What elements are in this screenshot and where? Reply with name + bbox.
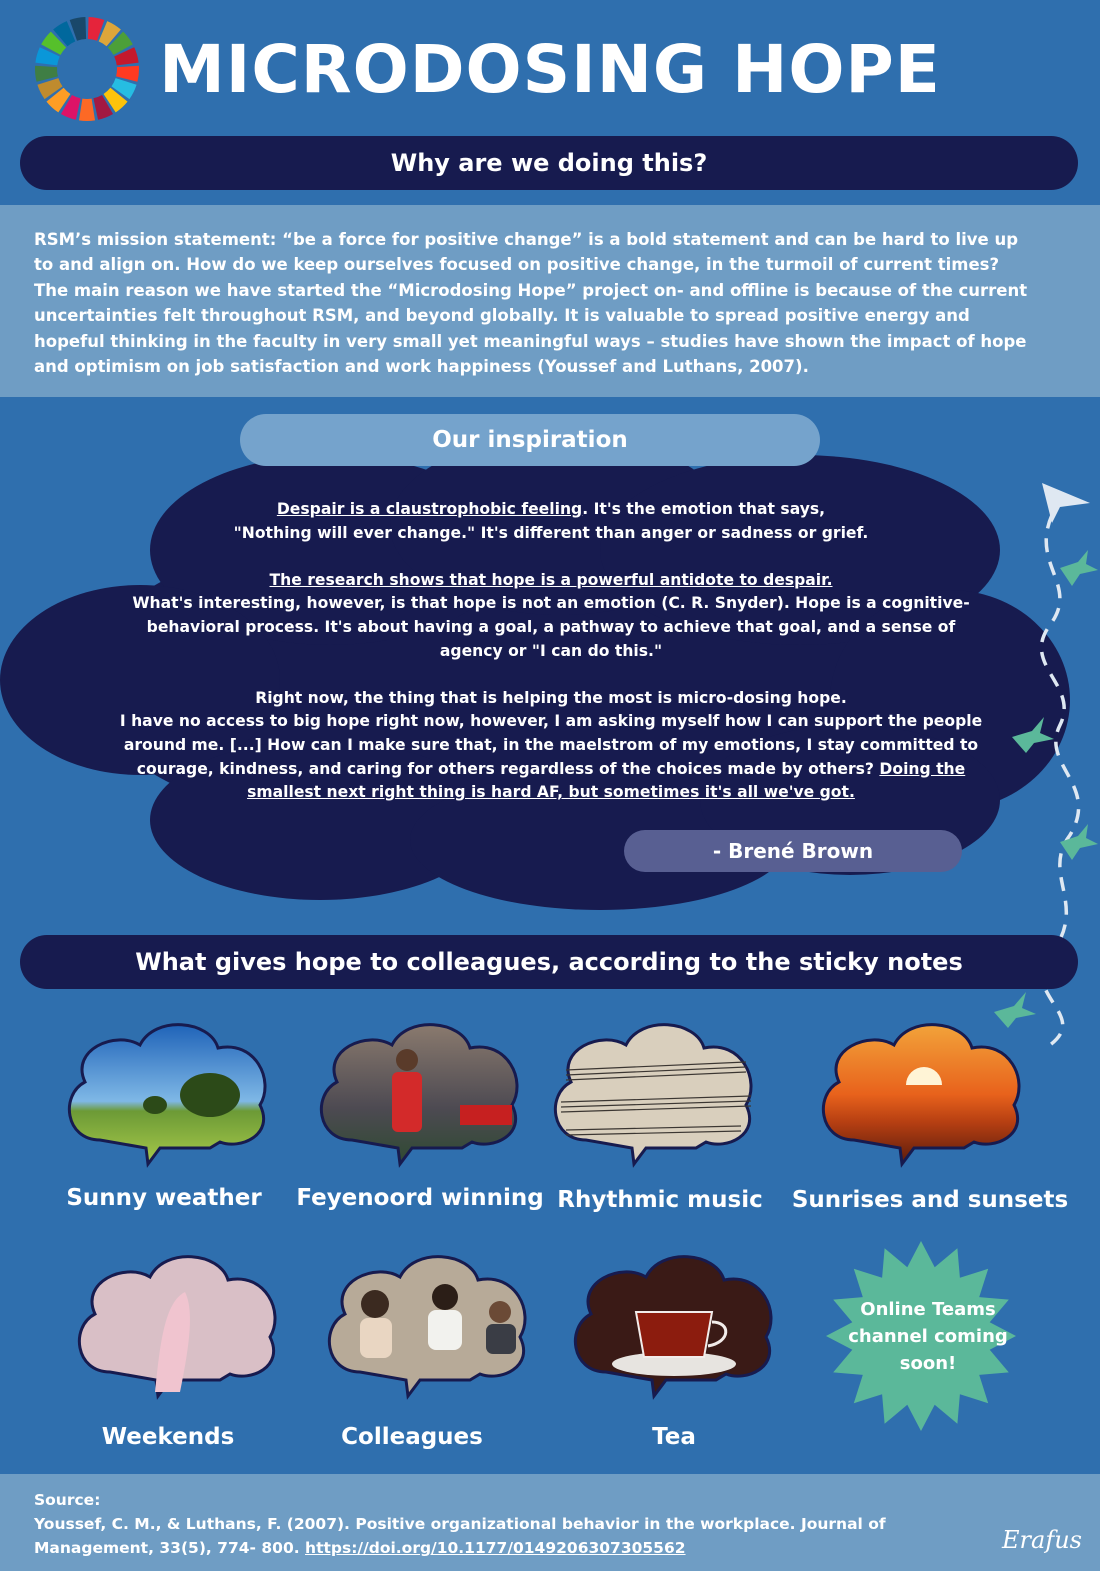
colleagues-heading: What gives hope to colleagues, according to the sticky notes (20, 935, 1078, 989)
weekends-image (70, 1242, 284, 1402)
page-title: MICRODOSING HOPE (159, 31, 941, 108)
sunset-image (814, 1010, 1028, 1170)
footer-source (0, 1474, 1100, 1571)
quote-text-2: "Nothing will ever change." It's different than anger or sadness or grief. (233, 523, 869, 542)
why-heading: Why are we doing this? (20, 136, 1078, 190)
quote-text-3: What's interesting, however, is that hope is not an emotion (C. R. Snyder). Hope is a cognitive-behavioral process. It's about having a goal, a pathway to achieve that goal, and a sense of agency or "I can do this." (132, 594, 970, 660)
tile-label-feyenoord: Feyenoord winning (296, 1185, 544, 1211)
tile-label-colleagues: Colleagues (341, 1424, 483, 1450)
feyenoord-image (312, 1010, 526, 1170)
quote-underlined-3: Doing the smallest next right thing is hard AF, but sometimes it's all we've got. (247, 759, 966, 802)
mission-text: RSM’s mission statement: “be a force for positive change” is a bold statement and can be hard to live up to and align on. How do we keep ourselves focused on positive change, in the turmoil of current times? The main reason we have started the “Microdosing Hope” project on- and offline is because of the current uncertainties felt throughout RSM, and beyond globally. It is valuable to spread positive energy and hopeful thinking in the faculty in very small yet meaningful ways – studies have shown the impact of hope and optimism on job satisfaction and work happiness (Youssef and Luthans, 2007). (34, 230, 1028, 377)
doi-link[interactable]: https://doi.org/10.1177/0149206307305562 (305, 1539, 686, 1557)
tile-label-tea: Tea (652, 1424, 696, 1450)
tea-image (566, 1242, 780, 1402)
rhythmic-music-image (546, 1010, 760, 1170)
tile-label-music: Rhythmic music (557, 1187, 763, 1213)
mission-section (0, 205, 1100, 397)
sunny-weather-image (60, 1010, 274, 1170)
quote-text-4: Right now, the thing that is helping the most is micro-dosing hope. (255, 688, 847, 707)
brene-brown-quote (118, 498, 984, 805)
quote-text-5: I have no access to big hope right now, however, I am asking myself how I can support the people around me. [...] How can I make sure that, in the maelstrom of my emotions, I stay committed to courage, kindness, and caring for others regardless of the choices made by others? (119, 712, 983, 778)
quote-author: - Brené Brown (624, 830, 962, 872)
quote-underlined-2: The research shows that hope is a powerful antidote to despair. (269, 570, 833, 589)
source-citation: Youssef, C. M., & Luthans, F. (2007). Positive organizational behavior in the workplace. Journal of Management, 33(5), 774- 800. (34, 1515, 886, 1557)
erasmus-logo: Erafus (1002, 1526, 1082, 1554)
quote-underlined-1: Despair is a claustrophobic feeling (276, 500, 583, 518)
tile-label-sunny-weather: Sunny weather (66, 1185, 262, 1211)
inspiration-heading: Our inspiration (240, 414, 820, 466)
tile-label-weekends: Weekends (101, 1424, 235, 1450)
colleagues-image (320, 1242, 534, 1402)
hummingbird-icon (1010, 715, 1056, 755)
hummingbird-icon (1058, 548, 1100, 588)
quote-text-1: . It's the emotion that says, (582, 500, 826, 518)
source-label: Source: (34, 1491, 101, 1509)
paper-plane-icon (1042, 483, 1090, 523)
hummingbird-icon (1058, 822, 1100, 862)
teams-channel-text: Online Teams channel coming soon! (848, 1299, 1008, 1374)
tile-label-sunsets: Sunrises and sunsets (791, 1187, 1069, 1213)
